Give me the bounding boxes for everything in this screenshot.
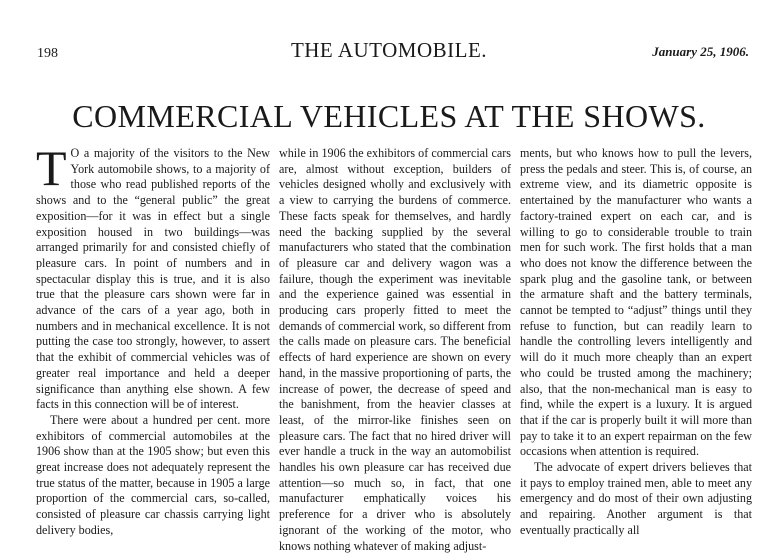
drop-cap: T bbox=[36, 140, 67, 196]
running-title: THE AUTOMOBILE. bbox=[290, 38, 488, 62]
article-paragraph: ments, but who knows how to pull the levers, press the pedals and steer. This is, of course, an extreme view, and its diametric opposite is entertained by the manufacturer who wants a factory-trained expert on each car, and is willing to go to considerable trouble to train men for such work. The first holds that a man who does not know the difference between the spark plug and the gasoline tank, or between the armature shaft and the battery terminals, cannot be tempted to “adjust” things until they refuse to function, but can readily learn to handle the controlling levers intelligently and will do it much more cheaply than an expert who could be trusted among the machinery; also, that the non-mechanical man is easy to find, while the expert is a luxury. It is argued that if the car is properly built it will more than pay to take it to an expert repairman on the few occasions when attention is required. bbox=[520, 146, 752, 459]
page-number: 198 bbox=[37, 46, 58, 61]
article-column-1 bbox=[36, 140, 270, 538]
article-headline: COMMERCIAL VEHICLES AT THE SHOWS. bbox=[72, 98, 706, 134]
article-paragraph: The advocate of expert drivers believes that it pays to employ trained men, able to meet any emergency and do most of their own adjusting and repairing. Another argument is that eventually practically all bbox=[520, 460, 752, 537]
article-column-3 bbox=[520, 146, 752, 538]
issue-date: January 25, 1906. bbox=[652, 44, 749, 59]
article-paragraph: while in 1906 the exhibitors of commercial cars are, almost without exception, builders of vehicles designed wholly and exclusively with a view to carrying the burdens of commerce. These facts speak for themselves, and hardly need the backing supplied by the several manufacturers who stated that the combination of pleasure car and delivery wagon was a failure, though the experiment was inevitable and the experience gained was essential in producing cars properly fitted to meet the demands of commercial work, so different from the calls made on pleasure cars. The beneficial effects of hard experience are shown on every hand, in the massive proportioning of parts, the increase of power, the decrease of speed and the banishment, from the heavier classes at least, of the mirror-like finishes seen on pleasure cars. The fact that no hired driver will ever handle a truck in the way an automobilist handles his own pleasure car has received due attention—so much so, in fact, that one manufacturer emphatically voices his preference for a driver who is absolutely ignorant of the working of the motor, who knows nothing whatever of making adjust- bbox=[279, 146, 511, 553]
article-column-2 bbox=[279, 146, 511, 553]
paragraph-text: O a majority of the visitors to the New York automobile shows, to a majority of those who read published reports of the shows and to the “general public” the great exposition—for it was in effect but a single exposition housed in two buildings—was arranged primarily for and consisted chiefly of pleasure cars. In point of numbers and in spectacular display this is true, and it is also true that the pleasure cars shown were far in advance of the cars of a year ago, both in numbers and in mechanical excellence. It is not putting the case too strongly, however, to assert that the exhibit of commercial vehicles was of greater real importance and held a deeper significance than anything else shown. A few facts in this connection will be of interest. bbox=[36, 146, 270, 412]
article-paragraph bbox=[36, 140, 270, 413]
article-paragraph: There were about a hundred per cent. more exhibitors of commercial automobiles at the 1906 show than at the 1905 show; but even this great increase does not adequately represent the true status of the matter, because in 1905 a large proportion of the commercial cars, so-called, consisted of pleasure car chassis carrying light delivery bodies, bbox=[36, 412, 270, 537]
page-header bbox=[0, 38, 778, 64]
